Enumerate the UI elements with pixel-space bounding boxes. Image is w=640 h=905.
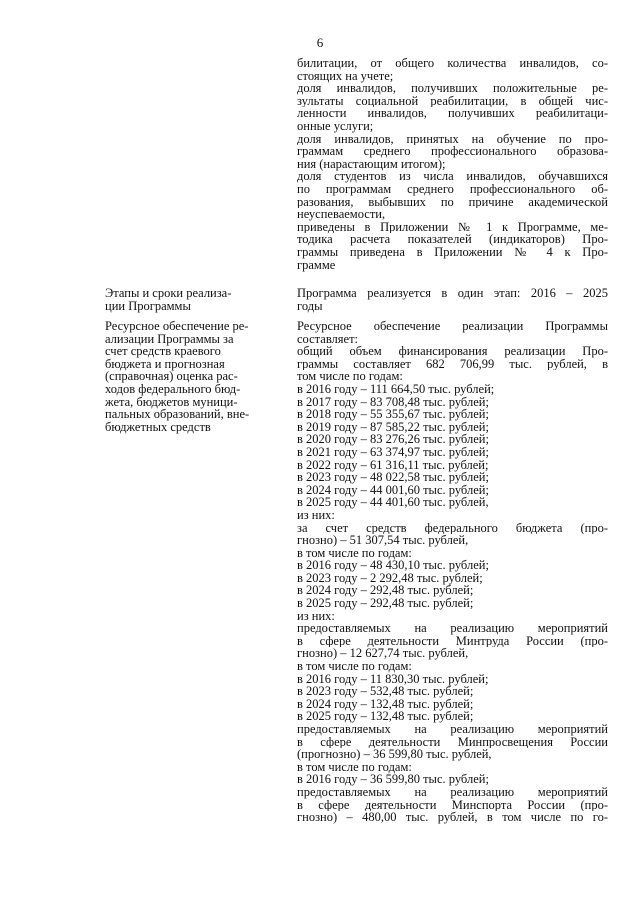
label-line: бюджетных средств xyxy=(105,419,211,434)
label-line: (справочная) оценка рас- xyxy=(105,369,238,384)
text-line: в 2025 году – 44 401,60 тыс. рублей, xyxy=(297,495,489,510)
text-line: в 2018 году – 55 355,67 тыс. рублей; xyxy=(297,407,489,422)
text-line: в 2016 году – 11 830,30 тыс. рублей; xyxy=(297,671,489,686)
text-line: (прогнозно) – 36 599,80 тыс. рублей, xyxy=(297,747,492,762)
text-line: неуспеваемости, xyxy=(297,207,386,222)
text-line: разования, выбывших по причине академической xyxy=(297,195,608,209)
text-line: доля инвалидов, принятых на обучение по про- xyxy=(297,132,608,146)
text-line: граммам среднего профессионального образова- xyxy=(297,145,608,158)
text-line: составляет: xyxy=(297,331,359,346)
resources-value xyxy=(297,320,608,824)
text-line: в том числе по годам: xyxy=(297,659,412,674)
text-line: за счет средств федерального бюджета (про- xyxy=(297,521,608,535)
text-line: в 2023 году – 532,48 тыс. рублей; xyxy=(297,684,474,699)
text-line: Программа реализуется в один этап: 2016 – 2025 xyxy=(297,287,608,300)
text-line: в сфере деятельности Минспорта России (про- xyxy=(297,798,608,812)
text-line: гнозно) – 12 627,74 тыс. рублей, xyxy=(297,646,469,661)
text-line: онные услуги; xyxy=(297,118,374,133)
indicators-continuation-text xyxy=(297,57,608,271)
text-line: гнозно) – 51 307,54 тыс. рублей, xyxy=(297,533,469,548)
text-line: предоставляемых на реализацию мероприятий xyxy=(297,622,608,635)
label-line: ализации Программы за xyxy=(105,331,234,346)
text-line: в 2020 году – 83 276,26 тыс. рублей; xyxy=(297,432,489,447)
text-line: в 2023 году – 48 022,58 тыс. рублей; xyxy=(297,470,489,485)
text-line: граммы составляет 682 706,99 тыс. рублей, в xyxy=(297,357,608,371)
text-line: в 2023 году – 2 292,48 тыс. рублей; xyxy=(297,570,483,585)
text-line: Ресурсное обеспечение реализации Программы xyxy=(297,320,608,333)
label-line: пальных образований, вне- xyxy=(105,407,250,422)
label-line: Ресурсное обеспечение ре- xyxy=(105,319,249,333)
text-line: в 2022 году – 61 316,11 тыс. рублей; xyxy=(297,457,489,472)
text-line: билитации, от общего количества инвалидов, со- xyxy=(297,57,608,70)
label-line: Этапы и сроки реализа- xyxy=(105,286,232,300)
text-line: в сфере деятельности Минтруда России (про- xyxy=(297,634,608,648)
text-line: в том числе по годам: xyxy=(297,759,412,774)
text-line: зультаты социальной реабилитации, в общей чис- xyxy=(297,94,608,108)
text-line: ния (нарастающим итогом); xyxy=(297,156,446,171)
text-line: граммы приведена в Приложении № 4 к Про- xyxy=(297,245,608,259)
text-line: приведены в Приложении № 1 к Программе, ме- xyxy=(297,220,608,234)
text-line: годы xyxy=(297,298,323,313)
stages-value xyxy=(297,287,608,312)
text-line: в 2021 году – 63 374,97 тыс. рублей; xyxy=(297,444,489,459)
text-line: том числе по годам: xyxy=(297,369,403,384)
text-line: ленности инвалидов, получивших реабилитаци- xyxy=(297,107,608,120)
text-line: в 2016 году – 48 430,10 тыс. рублей; xyxy=(297,558,489,573)
label-line: ходов федерального бюд- xyxy=(105,381,241,396)
text-line: в 2024 году – 132,48 тыс. рублей; xyxy=(297,696,474,711)
text-line: доля студентов из числа инвалидов, обучавшихся xyxy=(297,170,608,183)
text-line: стоящих на учете; xyxy=(297,68,394,83)
text-line: в сфере деятельности Минпросвещения России xyxy=(297,735,608,749)
text-line: доля инвалидов, получивших положительные ре- xyxy=(297,82,608,95)
label-line: бюджета и прогнозная xyxy=(105,356,225,371)
text-line: грамме xyxy=(297,257,336,272)
text-line: гнозно) – 480,00 тыс. рублей, в том числе по го- xyxy=(297,811,608,824)
page-number: 6 xyxy=(316,35,324,50)
label-line: ции Программы xyxy=(105,298,191,313)
text-line: в 2016 году – 36 599,80 тыс. рублей; xyxy=(297,772,489,787)
text-line: из них: xyxy=(297,507,335,522)
text-line: предоставляемых на реализацию мероприятий xyxy=(297,723,608,736)
text-line: в 2017 году – 83 708,48 тыс. рублей; xyxy=(297,394,489,409)
text-line: в 2024 году – 292,48 тыс. рублей; xyxy=(297,583,474,598)
stages-label xyxy=(105,287,265,312)
text-line: в 2019 году – 87 585,22 тыс. рублей; xyxy=(297,419,489,434)
text-line: в 2025 году – 132,48 тыс. рублей; xyxy=(297,709,474,724)
text-line: общий объем финансирования реализации Про- xyxy=(297,345,608,358)
text-line: по программам среднего профессионального об- xyxy=(297,182,608,196)
text-line: предоставляемых на реализацию мероприятий xyxy=(297,785,608,799)
text-line: в 2024 году – 44 001,60 тыс. рублей; xyxy=(297,482,489,497)
resources-label xyxy=(105,320,265,433)
text-line: в 2016 году – 111 664,50 тыс. рублей; xyxy=(297,381,495,396)
label-line: счет средств краевого xyxy=(105,344,221,359)
label-line: жета, бюджетов муници- xyxy=(105,394,238,409)
text-line: в 2025 году – 292,48 тыс. рублей; xyxy=(297,596,474,611)
text-line: тодика расчета показателей (индикаторов) Про- xyxy=(297,233,608,246)
text-line: из них: xyxy=(297,608,335,623)
text-line: в том числе по годам: xyxy=(297,545,412,560)
